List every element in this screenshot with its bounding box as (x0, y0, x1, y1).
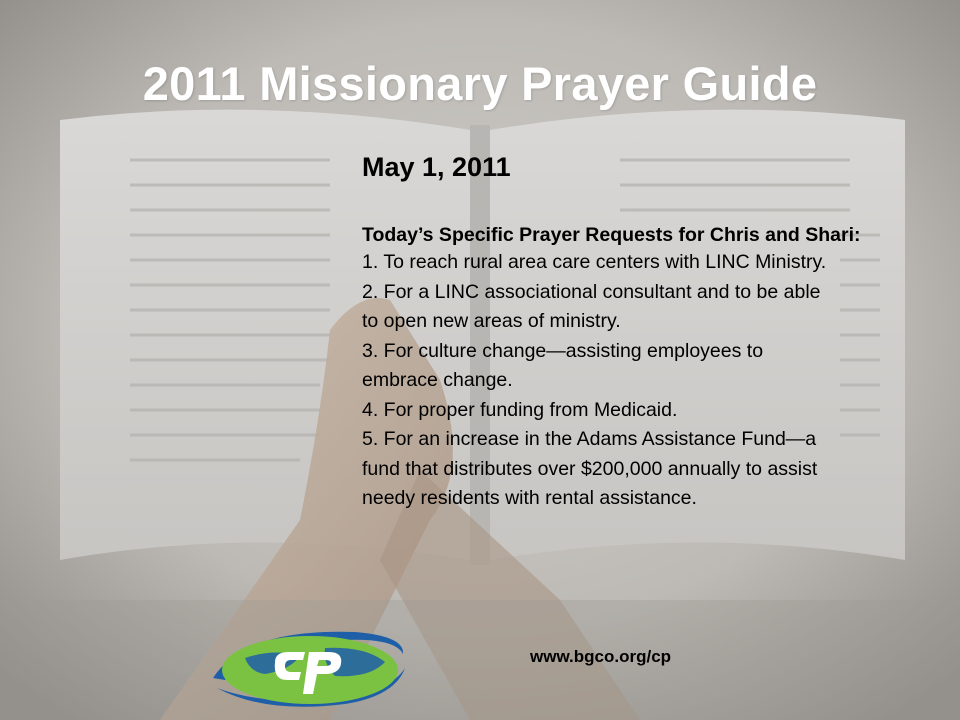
prayer-content (362, 152, 862, 514)
prayer-request-item: 3. For culture change—assisting employees to embrace change. (362, 339, 764, 391)
prayer-request-item: 2. For a LINC associational consultant and to be able to open new areas of ministry. (362, 280, 821, 332)
prayer-date: May 1, 2011 (362, 152, 511, 182)
requests-heading: Today’s Specific Prayer Requests for Chris and Shari: (362, 224, 861, 246)
cooperative-program-logo (205, 618, 410, 714)
slide-title: 2011 Missionary Prayer Guide (142, 57, 818, 110)
prayer-request-item: 5. For an increase in the Adams Assistance Fund—a fund that distributes over $200,000 annually to assist needy residents with rental assistance. (362, 428, 818, 509)
website-url: www.bgco.org/cp (530, 647, 672, 666)
prayer-request-item: 4. For proper funding from Medicaid. (362, 398, 678, 421)
prayer-request-item: 1. To reach rural area care centers with LINC Ministry. (362, 251, 827, 273)
prayer-requests-list (362, 248, 842, 514)
